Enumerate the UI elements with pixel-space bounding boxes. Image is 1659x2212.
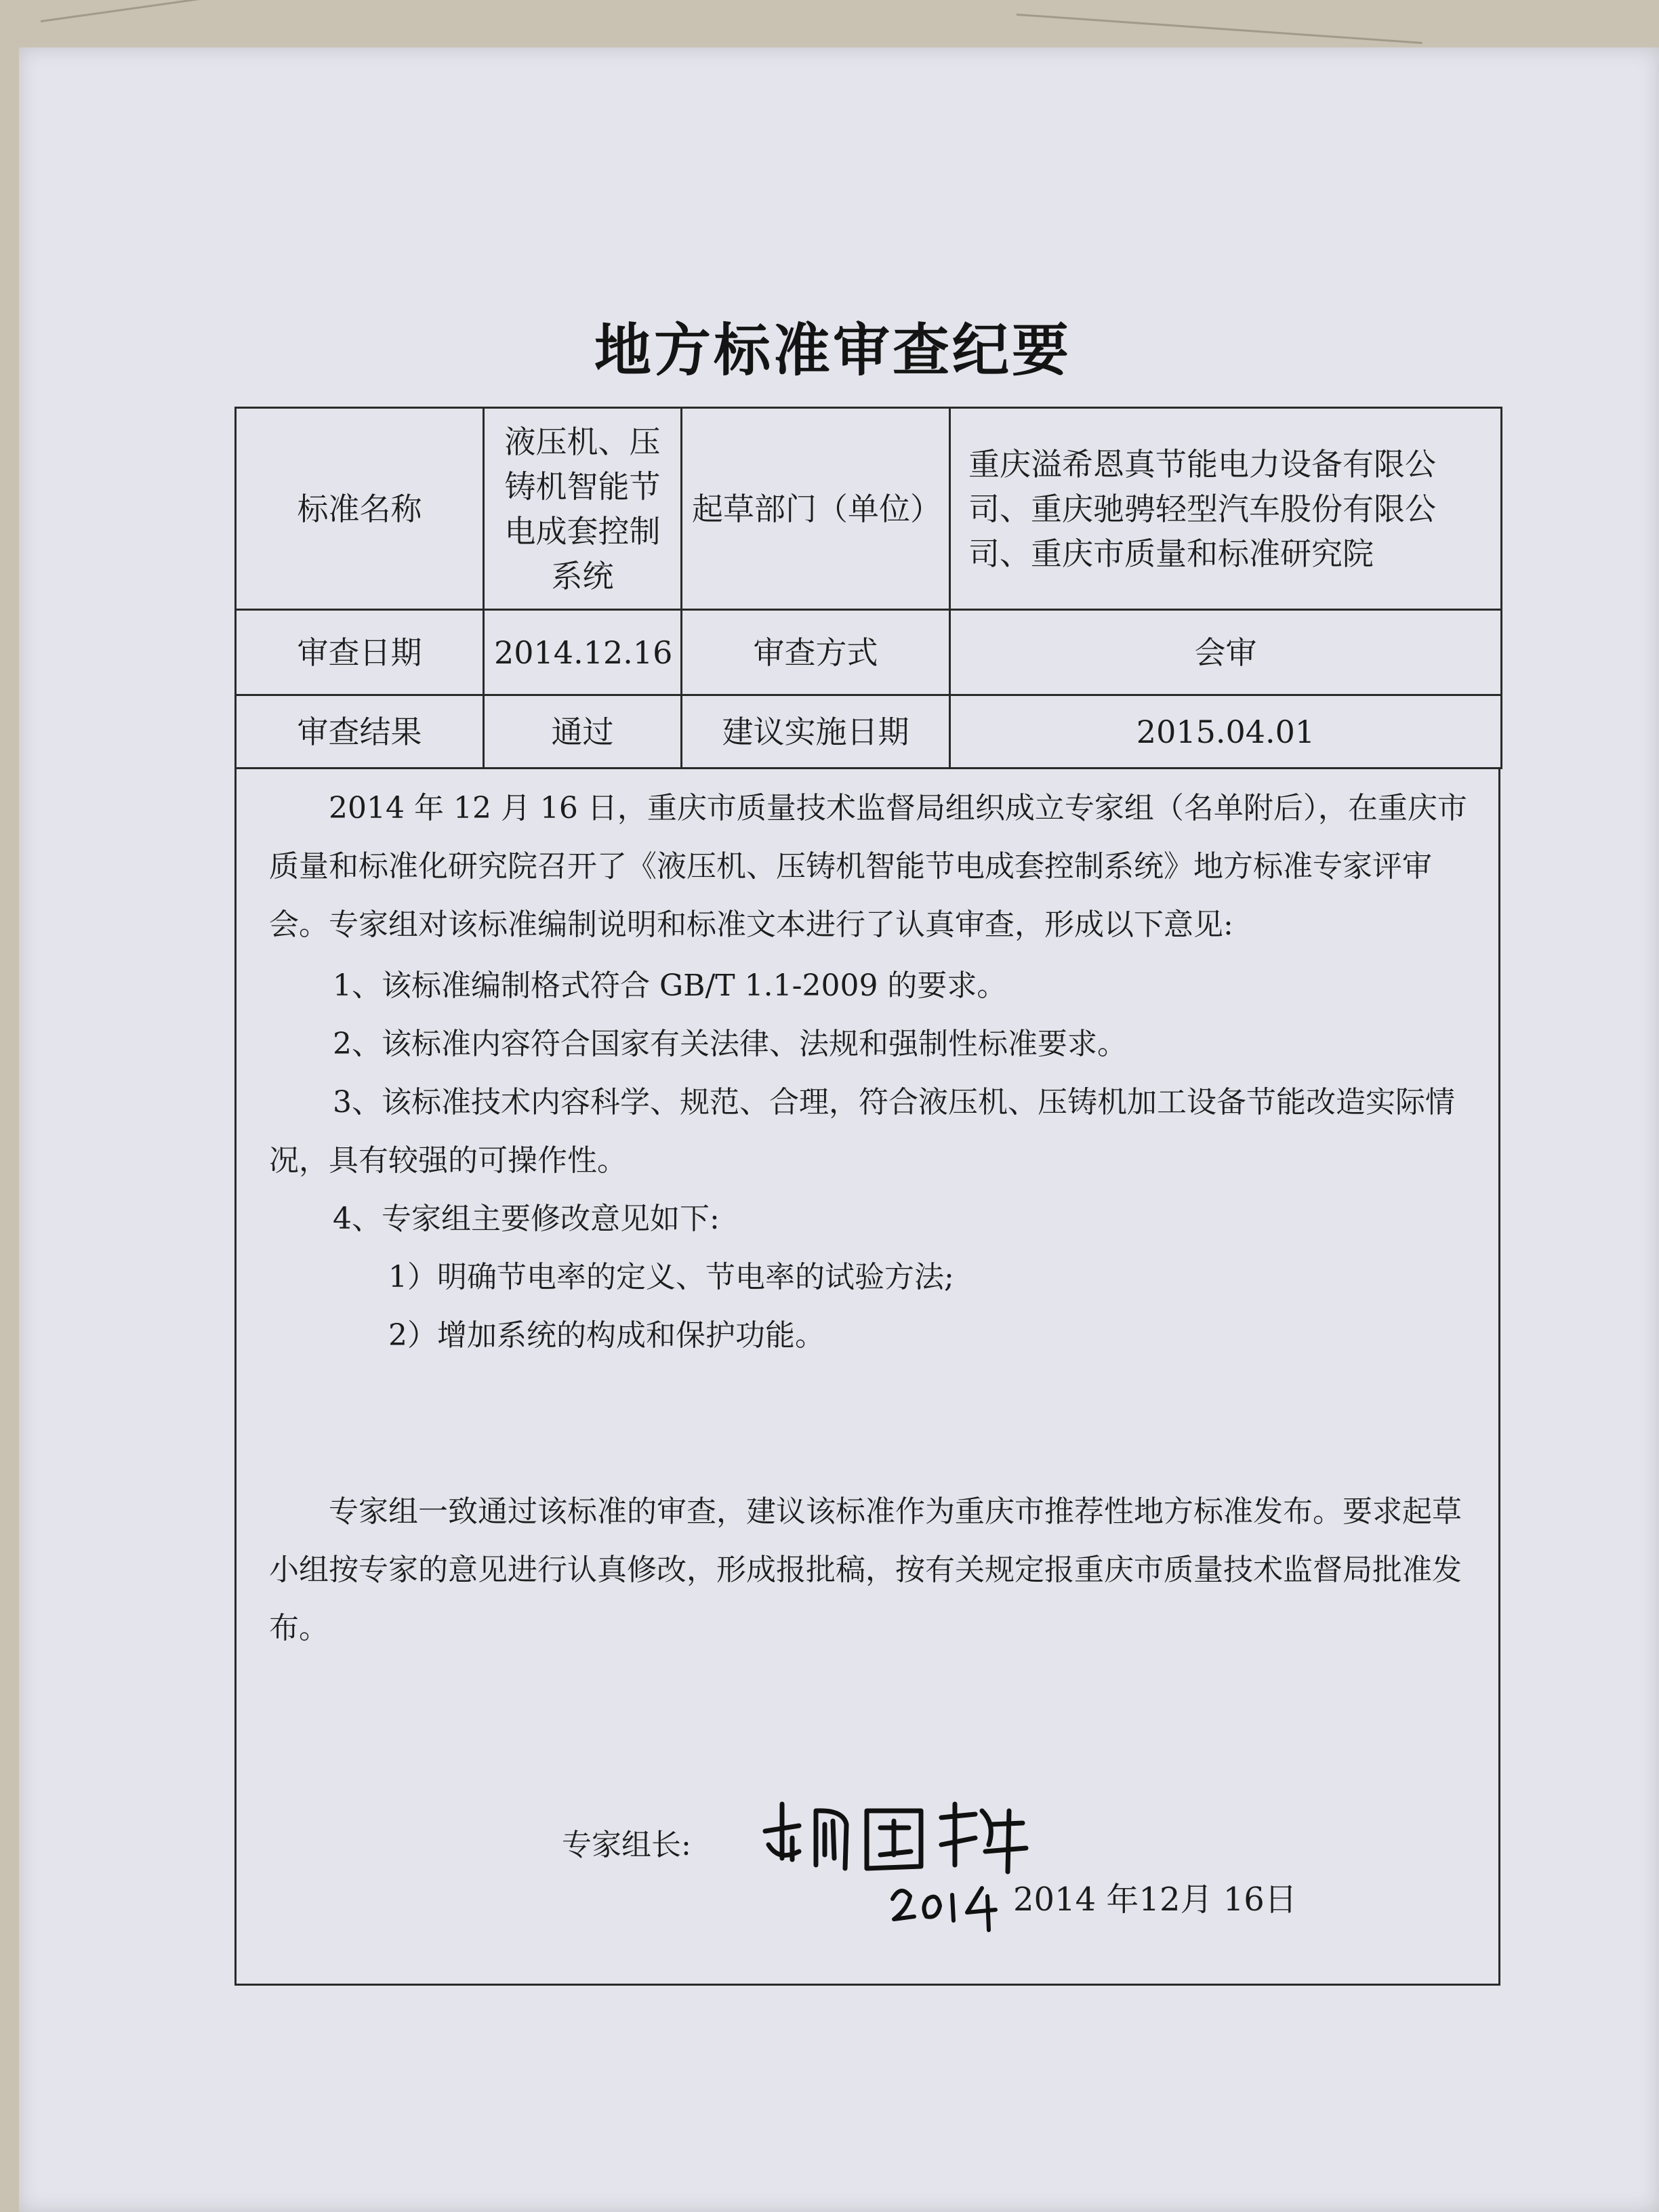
table-row [236, 408, 1502, 610]
review-method-label: 审查方式 [682, 610, 950, 695]
implementation-date-value: 2015.04.01 [950, 695, 1502, 769]
revision-item: 1）明确节电率的定义、节电率的试验方法; [388, 1260, 954, 1294]
table-row [236, 695, 1502, 769]
standard-info-table [234, 407, 1502, 769]
expert-leader-label: 专家组长: [562, 1828, 691, 1862]
opinion-item: 1、该标准编制格式符合 GB/T 1.1-2009 的要求。 [333, 968, 1007, 1003]
opinion-item: 3、该标准技术内容科学、规范、合理，符合液压机、压铸机加工设备节能改造实际情况，具有较强的可操作性。 [269, 1085, 1455, 1178]
review-opinion-box [234, 767, 1500, 1986]
standard-name-value: 液压机、压铸机智能节电成套控制系统 [484, 408, 682, 610]
drafting-unit-label: 起草部门（单位） [682, 408, 950, 610]
review-result-label: 审查结果 [236, 695, 484, 769]
table-row [236, 610, 1502, 695]
review-date-label: 审查日期 [236, 610, 484, 695]
page-title: 地方标准审查纪要 [594, 317, 1071, 384]
intro-paragraph: 2014 年 12 月 16 日，重庆市质量技术监督局组织成立专家组（名单附后），在重庆市质量和标准化研究院召开了《液压机、压铸机智能节电成套控制系统》地方标准专家评审会。专家组对该标准编制说明和标准文本进行了认真审查，形成以下意见: [269, 791, 1467, 942]
paper-sheet [19, 47, 1659, 2212]
opinion-item: 2、该标准内容符合国家有关法律、法规和强制性标准要求。 [333, 1027, 1127, 1061]
revision-item: 2）增加系统的构成和保护功能。 [388, 1318, 825, 1353]
opinion-item: 4、专家组主要修改意见如下: [333, 1202, 720, 1236]
implementation-date-label: 建议实施日期 [682, 695, 950, 769]
review-date-value: 2014.12.16 [484, 610, 682, 695]
review-method-value: 会审 [950, 610, 1502, 695]
drafting-unit-value: 重庆溢希恩真节能电力设备有限公司、重庆驰骋轻型汽车股份有限公司、重庆市质量和标准研究院 [950, 408, 1502, 610]
surface-vein [1017, 14, 1422, 44]
handwritten-year [887, 1872, 1009, 1933]
surface-vein [41, 0, 323, 22]
handwritten-date: 2014 年12月 16日 [1013, 1881, 1297, 1919]
handwritten-signature [752, 1784, 1036, 1885]
standard-name-label: 标准名称 [236, 408, 484, 610]
conclusion-paragraph: 专家组一致通过该标准的审查，建议该标准作为重庆市推荐性地方标准发布。要求起草小组按专家的意见进行认真修改，形成报批稿，按有关规定报重庆市质量技术监督局批准发布。 [269, 1494, 1462, 1645]
review-result-value: 通过 [484, 695, 682, 769]
